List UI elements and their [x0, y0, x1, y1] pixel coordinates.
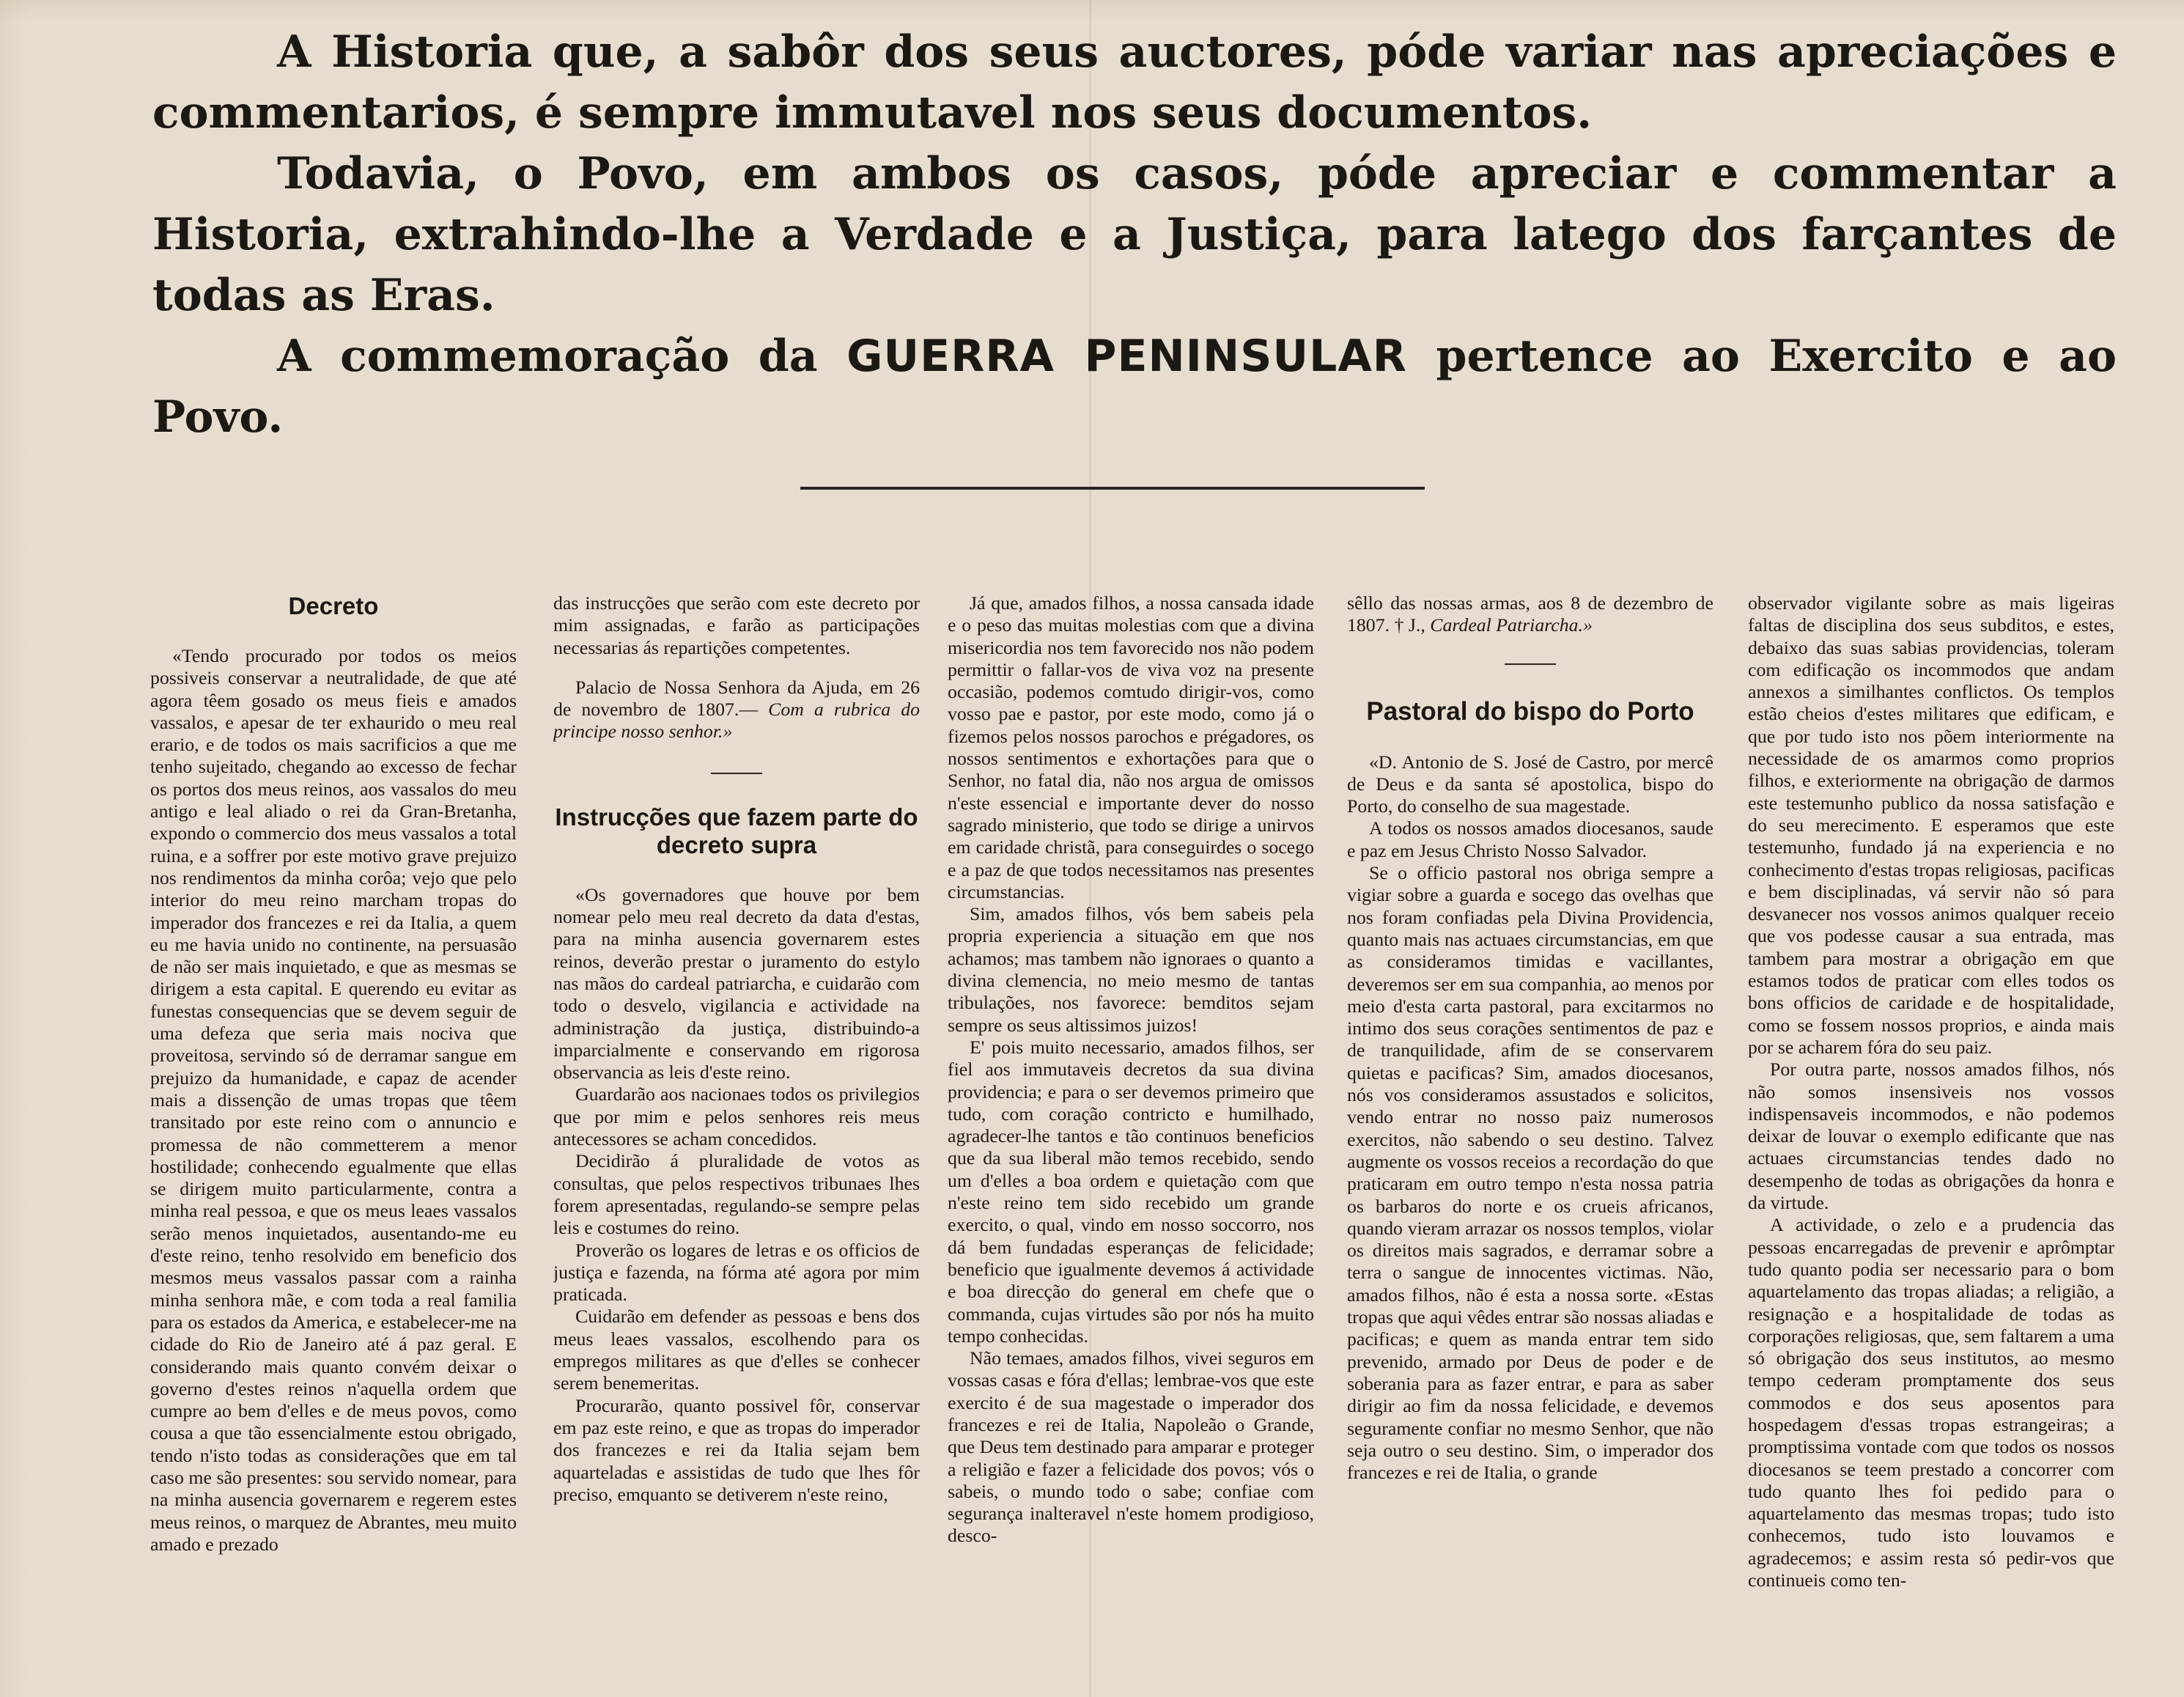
porto-pastoral-paragraph: Se o officio pastoral nos obriga sempre a vigiar sobre a guarda e socego das ovelhas que nos foram confiadas pela Divina Providencia, quanto mais nas actuaes circumstancias, em que as consideramos timidas e vacillantes, deveremos ser em sua companhia, ao menos por meio d'esta carta pastoral, para excitarmos no intimo dos seus corações sentimentos de paz e de tranquilidade, afim de se conservarem quietas e pacificas? Sim, amados diocesanos, nós vos consideramos assustados e solicitos, vendo entrar no nosso paiz numerosos exercitos, não sabendo o seu destino. Talvez augmente os vossos receios a recordação do que praticaram em outro tempo n'esta nossa patria os barbaros do norte e os crueis africanos, quando vieram arrazar os nossos templos, violar os direitos mais sagrados, e derramar sobre a terra o sangue de innocentes victimas. Não, amados filhos, não é esta a nossa sorte. «Estas tropas que aqui vêdes entrar são nossas aliadas e pacificas; e quem as manda entrar tem sido prevenido, armado por Deus de poder e de soberania para as fazer entrar, e para as saber dirigir ao fim da nossa felicidade, e devemos seguramente confiar no mesmo Senhor, que não seja outro o seu destino. Sim, o imperador dos francezes e rei de Italia, o grande — [1347, 862, 1713, 1484]
porto-pastoral-paragraph: A todos os nossos amados diocesanos, saude e paz em Jesus Christo Nosso Salvador. — [1347, 817, 1713, 861]
intro-block — [152, 22, 2117, 448]
patriarch-closing — [1347, 592, 1713, 637]
intro-paragraph-2: Todavia, o Povo, em ambos os casos, póde apreciar e commentar a Historia, extrahindo-lhe a Verdade e a Justiça, para latego dos farçantes de todas as Eras. — [152, 148, 2117, 321]
column-5 — [1748, 592, 2114, 1697]
pastoral-paragraph: Sim, amados filhos, vós bem sabeis pela propria experiencia a situação em que nos achamos; mas tambem não ignoraes o quanto a divina clemencia, no meio mesmo de tantas tribulações, nos favorece: bemditos sejam sempre os seus altissimos juizos! — [948, 903, 1314, 1036]
patriarch-signature: Cardeal Patriarcha.» — [1430, 614, 1593, 636]
intro-paragraph-1: A Historia que, a sabôr dos seus auctores, póde variar nas apreciações e commentarios, é sempre immutavel nos seus documentos. — [152, 26, 2117, 139]
instructions-paragraph: Cuidarão em defender as pessoas e bens dos meus leaes vassalos, escolhendo para os empregos militares as que d'elles se conhecer serem benemeritas. — [553, 1306, 920, 1394]
instructions-paragraph: Procurarão, quanto possivel fôr, conservar em paz este reino, e que as tropas do imperador dos francezes e rei da Italia sejam bem aquarteladas e assistidas de tudo que lhes fôr preciso, emquanto se detiverem n'este reino, — [553, 1394, 920, 1505]
intro-p3-caps: GUERRA PENINSULAR — [846, 331, 1407, 382]
column-2 — [553, 592, 920, 1697]
pastoral-paragraph: Não temaes, amados filhos, vivei seguros em vossas casas e fóra d'ellas; lembrae-vos que este exercito é de sua magestade o imperador dos francezes e rei de Italia, Napoleão o Grande, que Deus tem destinado para amparar e proteger a religião e fazer a felicidade dos povos; vós o sabeis, o mundo todo o sabe; confiae com segurança inalteravel n'este homem prodigioso, desco- — [948, 1347, 1314, 1547]
pastoral-paragraph: Já que, amados filhos, a nossa cansada idade e o peso das muitas molestias com que a divina misericordia nos tem favorecido nos não podem permittir o fallar-vos de viva voz na presente occasião, podemos comtudo dirigir-vos, como vosso pae e pastor, por este modo, como já o fizemos pelos nossos parochos e prégadores, os nossos sentimentos e exhortações para que o Senhor, no fatal dia, não nos argua de omissos n'este essencial e importante dever do nosso sagrado ministerio, que todo se dirige a unirvos em caridade christã, para conseguirdes o socego e a paz de que todos necessitamos nas presentes circumstancias. — [948, 592, 1314, 902]
column-1 — [150, 592, 517, 1697]
instructions-paragraph: Decidirão á pluralidade de votos as consultas, que pelos respectivos tribunaes lhes forem apresentadas, regulando-se sempre pelas leis e costumes do reino. — [553, 1150, 920, 1239]
decree-date-text: Palacio de Nossa Senhora da Ajuda, em 26 de novembro de 1807.— — [553, 676, 920, 721]
intro-p3-start: A commemoração da — [277, 331, 818, 382]
porto-pastoral-continuation: observador vigilante sobre as mais ligeiras faltas de disciplina dos seus subditos, e estes, debaixo das suas sabias providencias, toleram com edificação os incommodos que andam annexos a similhantes conflictos. Os templos estão cheios d'estes militares que edificam, e que por tudo isto nos põem interiormente na necessidade de os amarmos como proprios filhos, e exteriormente na obrigação de darmos este testemunho publico da nossa satisfação e do seu merecimento. E esperamos que este testemunho, fundado já na experiencia e no conhecimento d'estas tropas religiosas, pacificas e bem disciplinadas, vá servir não só para desvanecer nos vossos animos qualquer receio que vos podesse causar a sua entrada, mas tambem para mostrar a obrigação em que estamos todos de praticar com elles todos os bons officios de caridade e de hospitalidade, como se fossem nossos proprios, e ainda mais por se acharem fóra do seu paiz. — [1748, 592, 2114, 1058]
porto-pastoral-paragraph: «D. Antonio de S. José de Castro, por mercê de Deus e da santa sé apostolica, bispo do Porto, do conselho de sua magestade. — [1347, 751, 1713, 817]
instructions-paragraph: «Os governadores que houve por bem nomear pelo meu real decreto da data d'estas, para na minha ausencia governarem estes reinos, deverão prestar o juramento do estylo nas mãos do cardeal patriarcha, e cuidarão com todo o desvelo, vigilancia e actividade na administração da justiça, distribuindo-a imparcialmente e conservando em rigorosa observancia as leis d'este reino. — [553, 883, 920, 1083]
decree-date — [553, 677, 920, 743]
porto-pastoral-heading: Pastoral do bispo do Porto — [1366, 696, 1694, 726]
instructions-heading: Instrucções que fazem parte do decreto supra — [555, 803, 918, 858]
instructions-paragraph: Proverão os logares de letras e os officios de justiça e fazenda, na fórma até agora por mim praticada. — [553, 1239, 920, 1306]
decree-signature: Com a rubrica do principe nosso senhor.» — [553, 699, 920, 743]
header-divider — [800, 487, 1425, 490]
decree-body: «Tendo procurado por todos os meios possiveis conservar a neutralidade, de que até agora têem gosado os meus fieis e amados vassalos, e apesar de ter exhaurido o meu real erario, e de todos os mais sacrificios a que me tenho sujeitado, chegando ao excesso de fechar os portos dos meus reinos, aos vassalos do meu antigo e leal aliado o rei da Gran-Bretanha, expondo o commercio dos meus vassalos a total ruina, e a soffrer por este motivo grave prejuizo nos rendimentos da minha corôa; vejo que pelo interior do meu reino marcham tropas do imperador dos francezes e rei da Italia, a quem eu me havia unido no continente, na persuasão de não ser mais inquietado, e que as mesmas se dirigem a esta capital. E querendo eu evitar as funestas consequencias que se devem seguir de uma defeza que seria mais nociva que proveitosa, servindo só de derramar sangue em prejuizo da humanidade, e capaz de acender mais a dissenção de umas tropas que têem transitado por este reino com o annuncio e promessa de não commetterem a menor hostilidade; conhecendo egualmente que ellas se dirigem muito particularmente, contra a minha real pessoa, e que os meus leaes vassalos serão menos inquietados, ausentando-me eu d'este reino, tenho resolvido em beneficio dos mesmos meus vassalos passar com a rainha minha senhora mãe, e com toda a real familia para os estados da America, e estabelecer-me na cidade do Rio de Janeiro até á paz geral. E considerando mais quanto convém deixar o governo d'estes reinos n'aquella ordem que cumpre ao bem d'elles e de meus povos, como cousa a que tão essencialmente estou obrigado, tendo n'isto todas as considerações que em tal caso me são presentes: sou servido nomear, para na minha ausencia governarem e regerem estes meus reinos, o marquez de Abrantes, meu muito amado e prezado — [150, 645, 517, 1555]
pastoral-paragraph: E' pois muito necessario, amados filhos, ser fiel aos immutaveis decretos da sua divina providencia; e para o ser devemos primeiro que tudo, com coração contricto e humilhado, agradecer-lhe tantos e tão continuos beneficios que da sua liberal mão temos recebido, sendo um d'elles a boa ordem e quietação com que n'este reino tem sido recebido um grande exercito, o qual, vindo em nosso soccorro, nos dá bem fundadas esperanças de felicidade; beneficio que igualmente devemos á actividade e boa direcção do general em chefe que o commanda, cujas virtudes são por nós ha muito tempo conhecidas. — [948, 1036, 1314, 1347]
column-4 — [1347, 592, 1713, 1697]
column-3 — [948, 592, 1314, 1697]
decree-heading: Decreto — [288, 592, 379, 619]
porto-pastoral-paragraph: A actividade, o zelo e a prudencia das pessoas encarregadas de prevenir e aprômptar tudo quanto podia ser necessario para o bom aquartelamento das tropas aliadas; a religião, a resignação e a hospitalidade de todas as corporações religiosas, que, sem faltarem a uma só obrigação dos seus institutos, ao mesmo tempo cederam promptamente dos seus commodos e dos seus aposentos para hospedagem d'essas tropas estrangeiras; a promptissima vontade com que todos os nossos diocesanos se teem prestado a concorrer com tudo quanto lhes foi pedido para o aquartelamento das mesmas tropas; tudo isto conhecemos, tudo isto louvamos e agradecemos; e assim resta só pedir-vos que continueis como ten- — [1748, 1214, 2114, 1591]
decree-continuation: das instrucções que serão com este decreto por mim assignadas, e farão as participações necessarias ás repartições competentes. — [553, 592, 920, 658]
patriarch-closing-text: sêllo das nossas armas, aos 8 de dezembro de 1807. † J., — [1347, 592, 1713, 636]
porto-pastoral-paragraph: Por outra parte, nossos amados filhos, nós não somos insensiveis nos vossos indispensaveis incommodos, e não podemos deixar de louvar o exemplo edificante que nas actuaes circumstancias tendes dado no desempenho de todas as obrigações da honra e da virtude. — [1748, 1059, 2114, 1214]
instructions-paragraph: Guardarão aos nacionaes todos os privilegios que por mim e pelos senhores reis meus antecessores se acham concedidos. — [553, 1083, 920, 1150]
intro-paragraph-3 — [152, 326, 2117, 448]
intro-p3-end: pertence ao Exercito e ao Povo. — [152, 331, 2117, 443]
